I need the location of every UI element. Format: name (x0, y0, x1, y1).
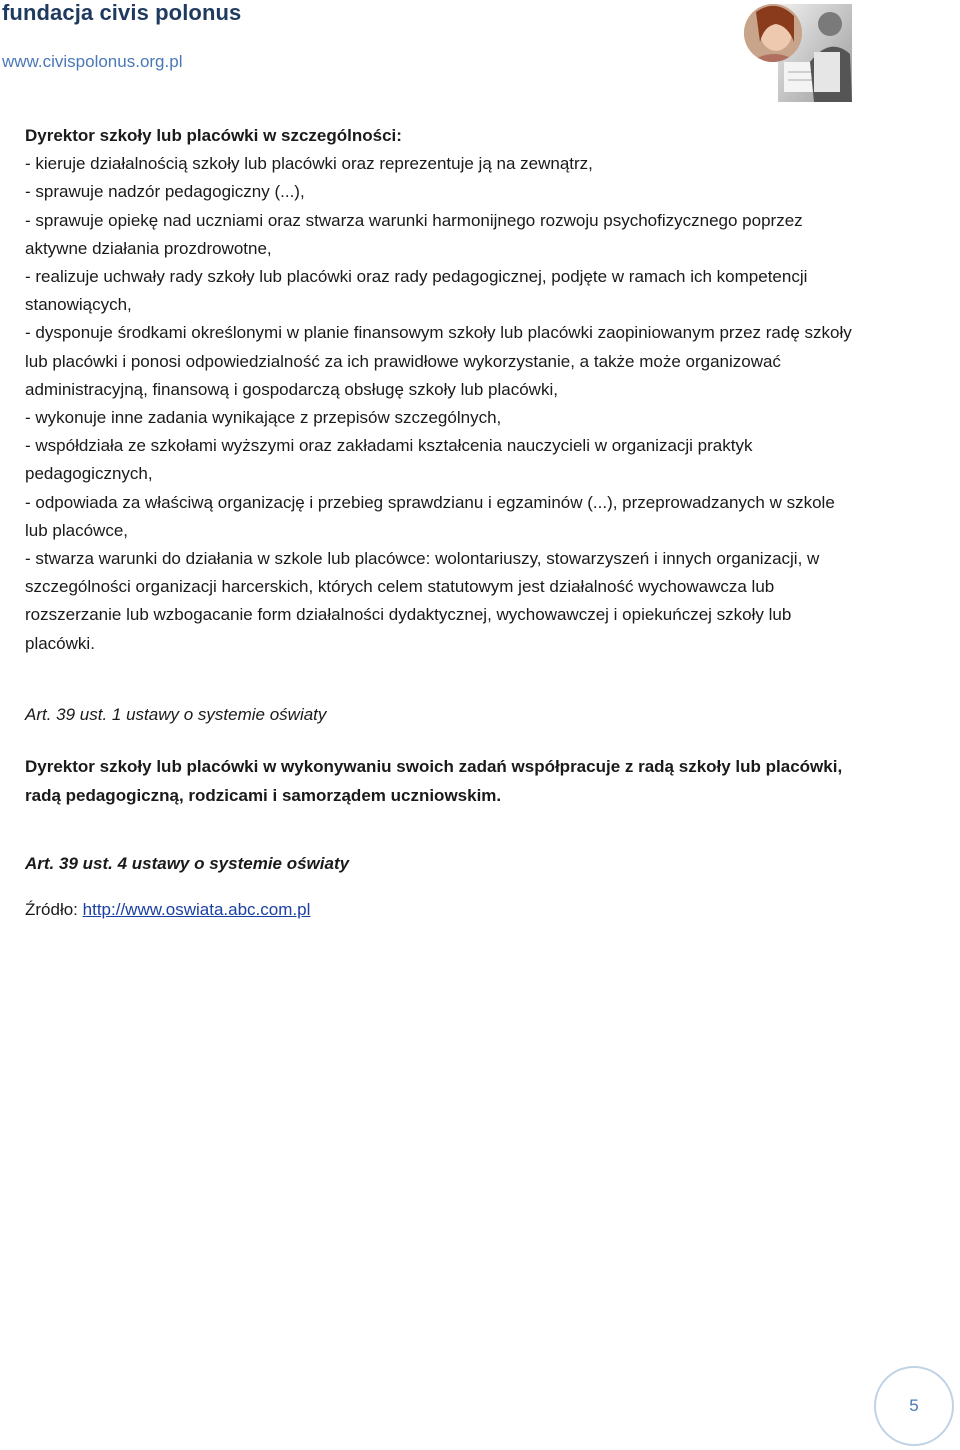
source-link[interactable]: http://www.oswiata.abc.com.pl (82, 900, 311, 919)
duty-item: - kieruje działalnością szkoły lub placówki oraz reprezentuje ją na zewnątrz, (25, 154, 593, 174)
director-duties-list (25, 150, 855, 658)
foundation-title: fundacja civis polonus (2, 0, 242, 25)
duty-item: - wykonuje inne zadania wynikające z przepisów szczególnych, (25, 408, 502, 428)
duty-item: - dysponuje środkami określonymi w planie finansowym szkoły lub placówki zaopiniowanym przez radę szkoły lub placówki i ponosi odpowiedzialność za ich prawidłowe wykorzystanie, a także może organizować administracyjną, finansową i gospodarczą obsługę szkoły lub placówki, (25, 323, 852, 399)
header-photo-image (744, 2, 852, 102)
duty-item: - współdziała ze szkołami wyższymi oraz zakładami kształcenia nauczycieli w organizacji praktyk pedagogicznych, (25, 436, 753, 484)
foundation-url[interactable]: www.civispolonus.org.pl (2, 52, 183, 71)
duty-item: - sprawuje nadzór pedagogiczny (...), (25, 182, 305, 202)
duty-item: - realizuje uchwały rady szkoły lub placówki oraz rady pedagogicznej, podjęte w ramach ich kompetencji stanowiących, (25, 267, 808, 315)
page-number: 5 (909, 1396, 919, 1415)
main-content (25, 122, 855, 658)
cooperation-statement: Dyrektor szkoły lub placówki w wykonywaniu swoich zadań współpracuje z radą szkoły lub placówki, radą pedagogiczną, rodzicami i samorządem uczniowskim. (25, 757, 843, 805)
source-line (25, 900, 310, 920)
source-label: Źródło: (25, 900, 83, 919)
duty-item: - stwarza warunki do działania w szkole lub placówce: wolontariuszy, stowarzyszeń i innych organizacji, w szczególności organizacji harcerskich, których celem statutowym jest działalność wychowawcza lub rozszerzanie lub wzbogacanie form działalności dydaktycznej, wychowawczej i opiekuńczej szkoły lub placówki. (25, 549, 820, 653)
duty-item: - odpowiada za właściwą organizację i przebieg sprawdzianu i egzaminów (...), przeprowadzanych w szkole lub placówce, (25, 492, 835, 540)
director-duties-heading: Dyrektor szkoły lub placówki w szczególności: (25, 126, 402, 145)
duty-item: - sprawuje opiekę nad uczniami oraz stwarza warunki harmonijnego rozwoju psychofizycznego poprzez aktywne działania prozdrowotne, (25, 210, 803, 258)
legal-citation-2: Art. 39 ust. 4 ustawy o systemie oświaty (25, 854, 350, 873)
legal-citation-1: Art. 39 ust. 1 ustawy o systemie oświaty (25, 705, 327, 724)
page-number-badge (874, 1366, 954, 1446)
